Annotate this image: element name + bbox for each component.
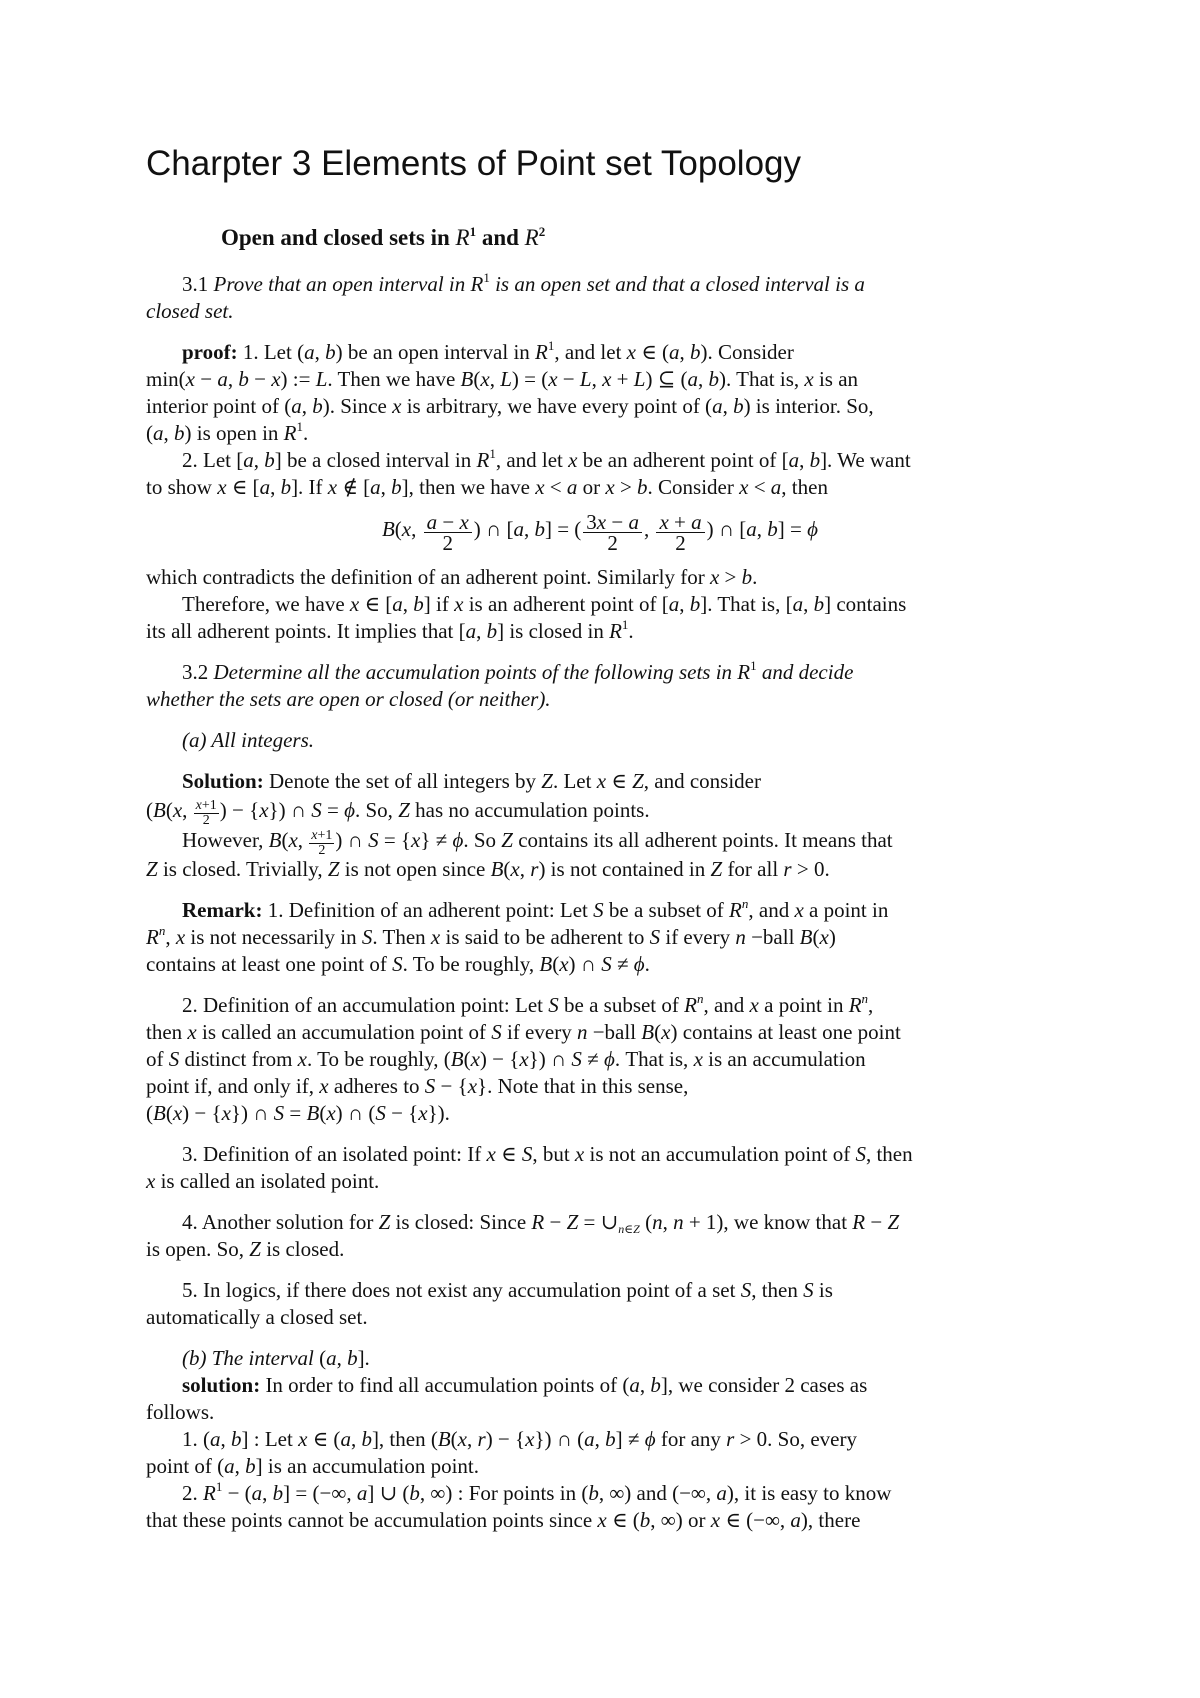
remark-line: (B(x) − {x}) ∩ S = B(x) ∩ (S − {x}). xyxy=(146,1101,450,1125)
remark-line: automatically a closed set. xyxy=(146,1305,368,1329)
proof-line: 2. Let [a, b] be a closed interval in $R^1$, and let x be an adherent point of [a, b]. We want xyxy=(182,446,911,472)
problem-3-1-statement-cont: closed set. xyxy=(146,299,234,323)
remark-line: $R^n$, x is not necessarily in S. Then x is said to be adherent to S if every n −ball B(x) xyxy=(146,923,836,949)
proof-line: interior point of (a, b). Since x is arbitrary, we have every point of (a, b) is interior. So, xyxy=(146,394,874,418)
part-a-heading: (a) All integers. xyxy=(182,728,315,752)
chapter-title: Charpter 3 Elements of Point set Topology xyxy=(146,144,802,183)
proof-line: which contradicts the definition of an adherent point. Similarly for x > b. xyxy=(146,565,758,589)
solution-line: that these points cannot be accumulation points since x ∈ (b, ∞) or x ∈ (−∞, a), there xyxy=(146,1508,861,1532)
solution-line: However, B(x, $\frac{x+1}{2}$ ) ∩ S = {x} ≠ ϕ. So Z contains its all adherent points. It means that xyxy=(182,828,893,858)
solution-line: solution: In order to find all accumulation points of (a, b], we consider 2 cases as xyxy=(182,1373,868,1397)
part-b-heading: (b) The interval (a, b]. xyxy=(182,1346,370,1370)
remark-line: of S distinct from x. To be roughly, (B(x) − {x}) ∩ S ≠ ϕ. That is, x is an accumulation xyxy=(146,1047,866,1071)
proof-line: to show x ∈ [a, b]. If x ∉ [a, b], then we have x < a or x > b. Consider x < a, then xyxy=(146,475,828,499)
remark-line: is open. So, Z is closed. xyxy=(146,1237,345,1261)
remark-line: x is called an isolated point. xyxy=(146,1169,380,1193)
section-title: Open and closed sets in $R^1$ and $R^2$ xyxy=(221,224,546,250)
remark-line: then x is called an accumulation point of S if every n −ball B(x) contains at least one point xyxy=(146,1020,901,1044)
problem-3-1-statement: 3.1 Prove that an open interval in $R^1$ is an open set and that a closed interval is a xyxy=(182,270,865,296)
solution-line: follows. xyxy=(146,1400,215,1424)
remark-line: 5. In logics, if there does not exist any accumulation point of a set S, then S is xyxy=(182,1278,833,1302)
solution-line: point of (a, b] is an accumulation point. xyxy=(146,1454,480,1478)
solution-line: (B(x, $\frac{x+1}{2}$ ) − {x}) ∩ S = ϕ. So, Z has no accumulation points. xyxy=(146,798,650,828)
proof-line: its all adherent points. It implies that [a, b] is closed in $R^1$. xyxy=(146,617,634,643)
solution-line: 1. (a, b] : Let x ∈ (a, b], then (B(x, r) − {x}) ∩ (a, b] ≠ ϕ for any r > 0. So, every xyxy=(182,1427,857,1451)
proof-line: (a, b) is open in $R^1$. xyxy=(146,419,309,445)
solution-line: Solution: Denote the set of all integers by Z. Let x ∈ Z, and consider xyxy=(182,769,761,793)
solution-line: Z is closed. Trivially, Z is not open since B(x, r) is not contained in Z for all r > 0. xyxy=(146,857,830,881)
proof-line: min(x − a, b − x) := L. Then we have B(x, L) = (x − L, x + L) ⊆ (a, b). That is, x is an xyxy=(146,367,859,391)
proof-line: Therefore, we have x ∈ [a, b] if x is an adherent point of [a, b]. That is, [a, b] contains xyxy=(182,592,907,616)
remark-line: contains at least one point of S. To be roughly, B(x) ∩ S ≠ ϕ. xyxy=(146,952,650,976)
remark-line: 4. Another solution for Z is closed: Since $R - Z = \cup_{n\in Z}$ (n, n + 1), we know that R − Z xyxy=(182,1210,900,1236)
remark-line: 2. Definition of an accumulation point: Let S be a subset of $R^n$, and x a point in $R^n$, xyxy=(182,991,874,1017)
remark-line: 3. Definition of an isolated point: If x ∈ S, but x is not an accumulation point of S, then xyxy=(182,1142,913,1166)
remark-line: point if, and only if, x adheres to S − {x}. Note that in this sense, xyxy=(146,1074,689,1098)
remark-line: Remark: 1. Definition of an adherent point: Let S be a subset of $R^n$, and x a point in xyxy=(182,896,889,922)
solution-line: 2. $R^1 - (a$, b] = (−∞, a] ∪ (b, ∞) : For points in (b, ∞) and (−∞, a), it is easy to know xyxy=(182,1479,892,1505)
problem-3-2-statement-cont: whether the sets are open or closed (or neither). xyxy=(146,687,551,711)
problem-3-2-statement: 3.2 Determine all the accumulation points of the following sets in $R^1$ and decide xyxy=(182,658,854,684)
proof-line: proof: 1. Let (a, b) be an open interval in $R^1$, and let x ∈ (a, b). Consider xyxy=(182,338,794,364)
display-equation: B(x, $\frac{a - x}{2}$ ) ∩ [a, b] = ( $\frac{3x - a}{2}$ , $\frac{x + a}{2}$ ) ∩ [a, b] = ϕ xyxy=(381,510,819,555)
